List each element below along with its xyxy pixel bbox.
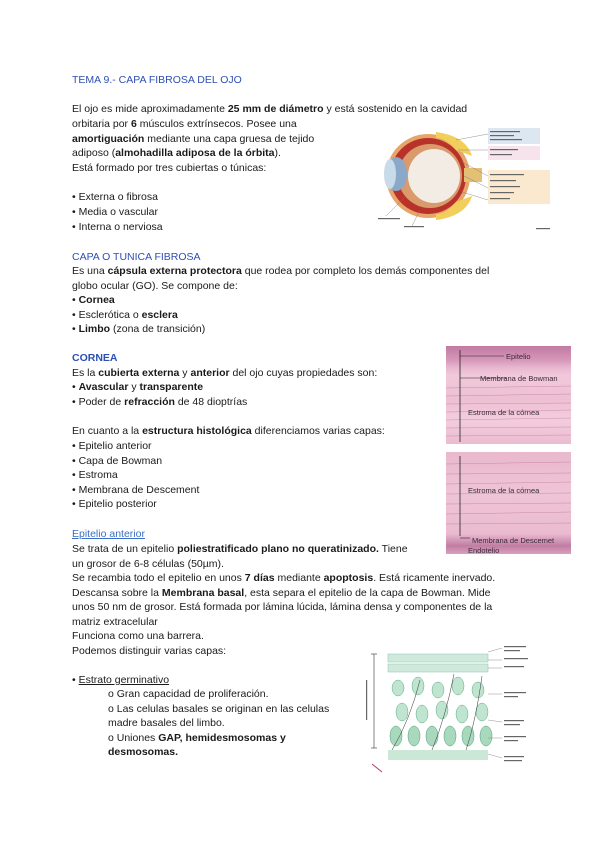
section2-line-2: En cuanto a la estructura histológica diferenciamos varias capas: [72,425,385,437]
section3-line-6: matriz extracelular [72,616,158,628]
germinativo-item-2: o Las celulas basales se originan en las celulas [108,703,330,715]
section-heading-capa-fibrosa: CAPA O TUNICA FIBROSA [72,251,201,263]
histology-image-bottom [446,452,571,554]
layer-item-5: • Epitelio posterior [72,498,157,510]
component-item-cornea: • Cornea [72,294,115,306]
section3-line-8: Podemos distinguir varias capas: [72,645,227,657]
section-heading-epitelio-anterior[interactable]: Epitelio anterior [72,528,145,540]
histology-image-top [446,346,571,444]
section3-line-3: Se recambia todo el epitelio en unos 7 días mediante apoptosis. Está ricamente inervado. [72,572,496,584]
intro-line-5: Está formado por tres cubiertas o túnicas: [72,162,267,174]
component-item-esclera: • Esclerótica o esclera [72,309,178,321]
germinativo-item-2-cont: madre basales del limbo. [108,717,225,729]
layer-item-3: • Estroma [72,469,118,481]
section1-line-2: globo ocular (GO). Se compone de: [72,280,238,292]
intro-line-2: orbitaria por 6 músculos extrínsecos. Posee una [72,118,297,130]
histo-label-endotelio: Endotelio [468,546,500,555]
layer-item-4: • Membrana de Descement [72,484,200,496]
histo-label-estroma-top: Estroma de la córnea [468,408,540,417]
epithelium-diagram [362,640,558,774]
intro-line-4: adiposo (almohadilla adiposa de la órbita). [72,147,281,159]
section3-line-5: unos 50 nm de grosor. Está formada por lámina lúcida, lámina densa y componentes de la [72,601,493,613]
intro-line-1: El ojo es mide aproximadamente 25 mm de diámetro y está sostenido en la cavidad [72,103,468,115]
page-title: TEMA 9.- CAPA FIBROSA DEL OJO [72,74,242,86]
intro-line-3: amortiguación mediante una capa gruesa de tejido [72,133,315,145]
component-item-limbo: • Limbo (zona de transición) [72,323,206,335]
property-item-1: • Avascular y transparente [72,381,204,393]
layer-item-2: • Capa de Bowman [72,455,163,467]
tunic-item-3: • Interna o nerviosa [72,221,163,233]
section3-line-4: Descansa sobre la Membrana basal, esta separa el epitelio de la capa de Bowman. Mide [72,587,491,599]
section1-line-1: Es una cápsula externa protectora que rodea por completo los demás componentes del [72,265,490,277]
germinativo-item-3-cont: desmosomas. [108,746,179,758]
histo-label-estroma-bottom: Estroma de la córnea [468,486,540,495]
histo-label-bowman: Membrana de Bowman [480,374,558,383]
section3-line-1: Se trata de un epitelio poliestratificado plano no queratinizado. Tiene [72,543,408,555]
property-item-2: • Poder de refracción de 48 dioptrías [72,396,248,408]
layer-item-1: • Epitelio anterior [72,440,152,452]
section-heading-cornea: CORNEA [72,352,118,364]
germinativo-item-3: o Uniones GAP, hemidesmosomas y [108,732,286,744]
eye-anatomy-diagram [376,126,556,234]
tunic-item-1: • Externa o fibrosa [72,191,158,203]
section3-line-2: un grosor de 6-8 células (50µm). [72,558,224,570]
histo-label-descemet: Membrana de Descemet [472,536,555,545]
section3-line-7: Funciona como una barrera. [72,630,204,642]
tunic-item-2: • Media o vascular [72,206,158,218]
germinativo-item-1: o Gran capacidad de proliferación. [108,688,269,700]
histo-label-epitelio: Epitelio [506,352,531,361]
section2-line-1: Es la cubierta externa y anterior del ojo cuyas propiedades son: [72,367,378,379]
sublayer-heading-germinativo: • Estrato germinativo [72,674,170,686]
